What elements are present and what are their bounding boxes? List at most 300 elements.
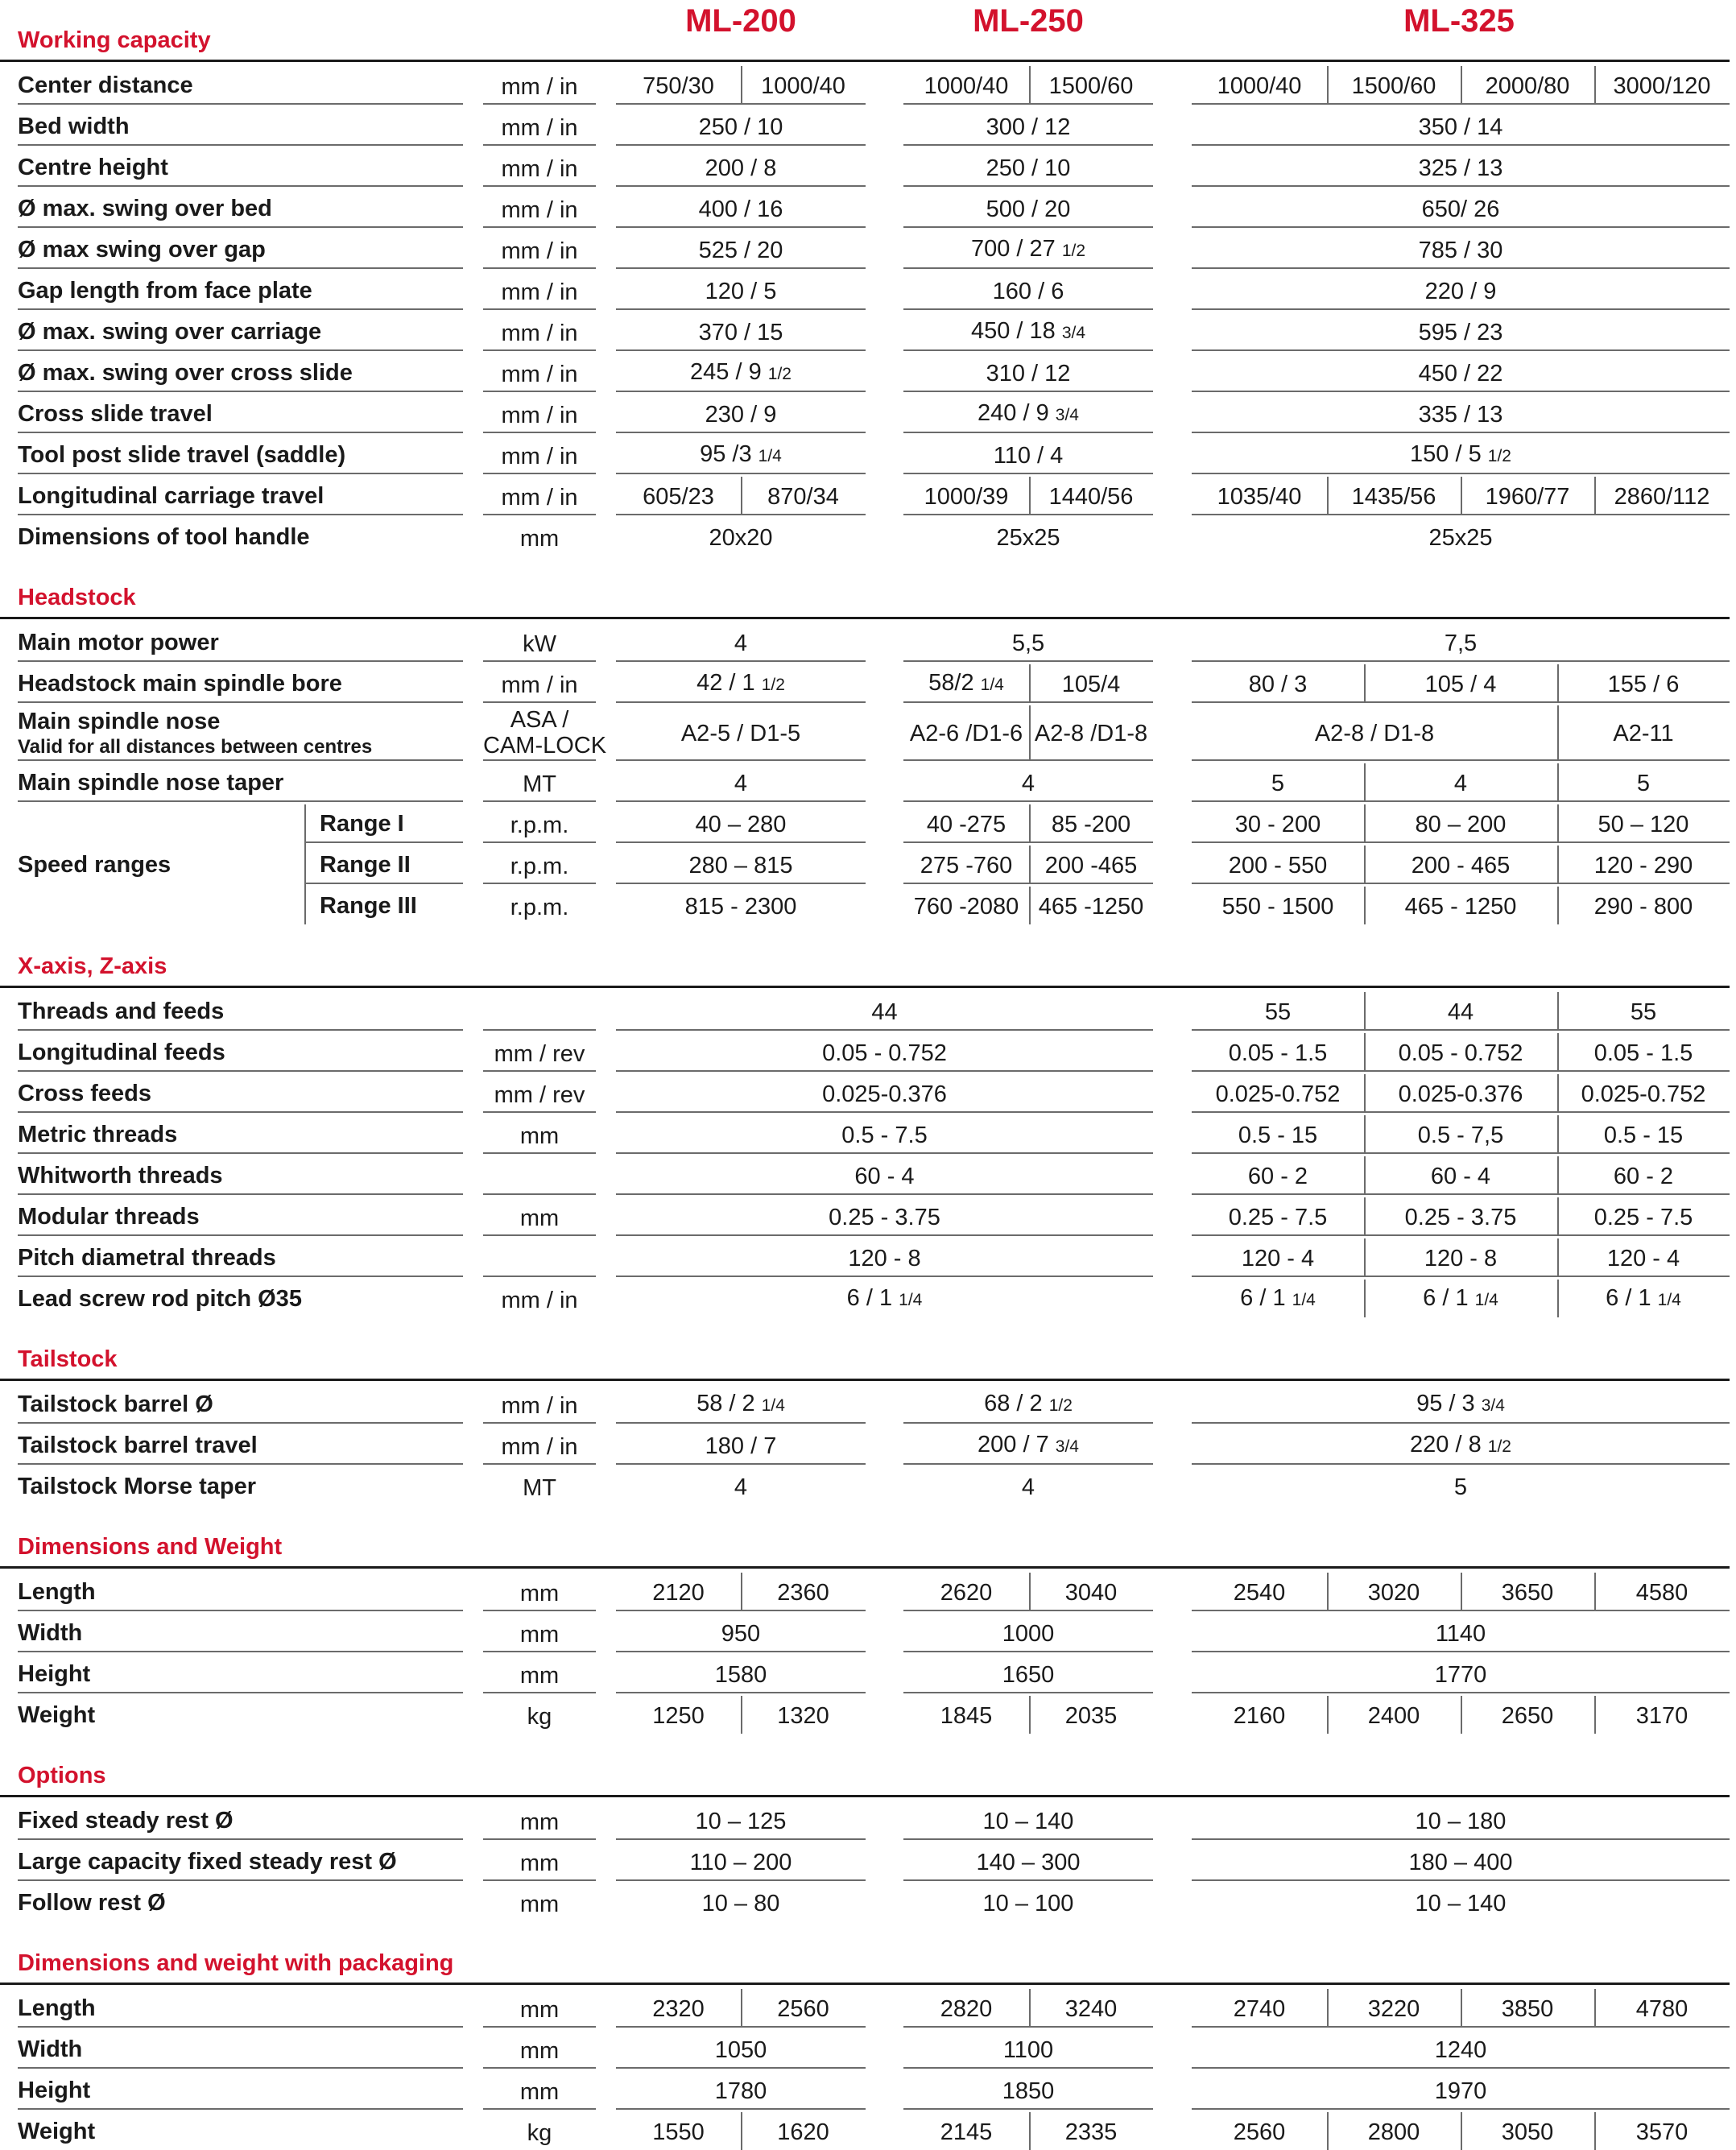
table-cell: 0.05 - 1.5 [1593, 1040, 1693, 1066]
row-divider [903, 1422, 1153, 1424]
row-divider [18, 514, 463, 515]
table-cell: 1000/40 [761, 72, 845, 99]
row-divider [903, 1610, 1153, 1611]
row-divider [306, 841, 463, 843]
cell-divider [1557, 1033, 1559, 1071]
row-divider [1192, 1111, 1730, 1113]
cell-divider [1594, 1989, 1596, 2027]
table-cell: 2360 [777, 1579, 829, 1606]
row-divider [1192, 185, 1730, 187]
table-cell: 2145 [940, 2119, 993, 2145]
row-divider [1192, 514, 1730, 515]
row-unit: MT [523, 1475, 556, 1501]
row-unit: kW [523, 631, 556, 657]
row-label: Headstock main spindle bore [18, 671, 342, 697]
row-divider [483, 432, 596, 433]
row-unit: mm / in [501, 115, 578, 141]
row-divider [1192, 1070, 1730, 1072]
row-label: Width [18, 2036, 83, 2062]
table-cell: 250 / 10 [698, 114, 783, 140]
cell-divider [1029, 1573, 1031, 1610]
row-divider [903, 800, 1153, 802]
table-cell: 310 / 12 [986, 360, 1071, 387]
table-cell: 10 – 125 [695, 1808, 787, 1834]
cell-divider [1557, 1074, 1559, 1112]
row-label: Whitworth threads [18, 1163, 223, 1189]
cell-divider [1327, 2112, 1329, 2150]
row-divider [483, 1193, 596, 1195]
section-divider [0, 986, 1730, 988]
table-cell: 10 – 140 [982, 1808, 1074, 1834]
cell-divider [1461, 477, 1462, 515]
table-cell: 1620 [777, 2119, 829, 2145]
row-label: Longitudinal feeds [18, 1040, 225, 1065]
cell-divider [1594, 66, 1596, 104]
row-label: Center distance [18, 72, 193, 98]
row-divider [616, 1879, 866, 1881]
table-cell: 1240 [1434, 2036, 1487, 2063]
row-unit: r.p.m. [510, 895, 569, 920]
row-divider [18, 1070, 463, 1072]
row-divider [903, 1879, 1153, 1881]
table-cell: 3850 [1501, 1995, 1554, 2022]
cell-divider [741, 1696, 742, 1734]
table-cell: 1650 [1002, 1661, 1055, 1688]
table-cell: 58 / 2 1/4 [696, 1391, 785, 1416]
table-cell: 4 [734, 1474, 748, 1500]
row-divider [18, 1838, 463, 1840]
row-divider [1192, 1838, 1730, 1840]
table-cell: 290 - 800 [1593, 893, 1693, 920]
row-unit: mm / in [501, 1288, 578, 1313]
row-label: Length [18, 1579, 96, 1605]
cell-divider [1594, 1696, 1596, 1734]
table-cell: 1320 [777, 1702, 829, 1729]
row-divider [1192, 1610, 1730, 1611]
row-divider [1192, 1193, 1730, 1195]
row-unit: mm [519, 1622, 560, 1648]
table-cell: 120 - 8 [848, 1245, 921, 1271]
row-divider [616, 2108, 866, 2110]
row-unit: mm / in [501, 485, 578, 511]
table-cell: 0.05 - 0.752 [822, 1040, 947, 1066]
row-divider [616, 883, 866, 884]
row-divider [18, 1193, 463, 1195]
cell-divider [1557, 763, 1559, 801]
row-label: Modular threads [18, 1204, 200, 1230]
cell-divider [741, 1573, 742, 1610]
table-cell: 2740 [1233, 1995, 1286, 2022]
cell-divider [741, 477, 742, 515]
table-cell: 7,5 [1444, 630, 1478, 656]
row-divider [616, 185, 866, 187]
table-cell: 3170 [1635, 1702, 1688, 1729]
row-divider [18, 267, 463, 269]
row-label: Main motor power [18, 630, 219, 655]
table-cell: 870/34 [767, 483, 839, 510]
row-divider [903, 1463, 1153, 1465]
table-cell: 95 / 3 3/4 [1416, 1391, 1505, 1416]
table-cell: 500 / 20 [986, 196, 1071, 222]
row-unit: ASA / CAM-LOCK [483, 707, 607, 759]
cell-divider [1557, 804, 1559, 842]
row-divider [1192, 1276, 1730, 1277]
row-label: Weight [18, 2119, 96, 2144]
row-label: Tailstock barrel Ø [18, 1391, 213, 1417]
table-cell: 0.05 - 1.5 [1228, 1040, 1328, 1066]
table-cell: 605/23 [643, 483, 714, 510]
row-divider [903, 1692, 1153, 1693]
table-cell: 1140 [1435, 1620, 1486, 1647]
table-cell: 120 - 8 [1424, 1245, 1498, 1271]
row-label: Main spindle nose taper [18, 770, 284, 796]
table-cell: 0.25 - 7.5 [1228, 1204, 1328, 1230]
row-divider [483, 308, 596, 310]
row-divider [483, 701, 596, 703]
row-divider [616, 1838, 866, 1840]
table-cell: A2-6 / D1-6 [909, 721, 1023, 746]
table-cell: 44 [871, 999, 898, 1025]
table-cell: 25x25 [996, 524, 1060, 551]
table-cell: 68 / 2 1/2 [984, 1391, 1073, 1416]
row-label: Threads and feeds [18, 999, 225, 1024]
row-divider [903, 391, 1153, 392]
row-divider [1192, 473, 1730, 474]
table-cell: 120 - 4 [1241, 1245, 1315, 1271]
row-divider [1192, 1463, 1730, 1465]
row-divider [903, 103, 1153, 105]
row-divider [903, 349, 1153, 351]
row-label: Ø max. swing over cross slide [18, 360, 353, 386]
table-cell: 220 / 8 1/2 [1410, 1432, 1511, 1457]
table-cell: 95 /3 1/4 [700, 441, 782, 467]
table-cell: 10 – 80 [701, 1890, 780, 1916]
row-divider [18, 2067, 463, 2069]
cell-divider [1029, 1696, 1031, 1734]
table-cell: 60 - 4 [1430, 1163, 1491, 1189]
row-divider [1192, 759, 1730, 761]
section-divider [0, 60, 1730, 62]
row-divider [483, 1029, 596, 1031]
row-label: Follow rest Ø [18, 1890, 166, 1916]
table-cell: 180 / 7 [705, 1433, 777, 1459]
row-label: Ø max. swing over carriage [18, 319, 322, 345]
cell-divider [1557, 705, 1559, 760]
table-cell: 1550 [652, 2119, 705, 2145]
row-divider [18, 759, 463, 761]
table-cell: 0.25 - 3.75 [829, 1204, 940, 1230]
table-cell: 0.025-0.752 [1215, 1081, 1341, 1107]
row-divider [18, 1029, 463, 1031]
row-divider [483, 514, 596, 515]
table-cell: 60 - 2 [1247, 1163, 1308, 1189]
row-unit: mm [519, 526, 560, 552]
cell-divider [1557, 1238, 1559, 1276]
cell-divider [1029, 846, 1031, 883]
table-cell: 0.025-0.376 [822, 1081, 947, 1107]
row-divider [18, 432, 463, 433]
table-cell: 0.05 - 0.752 [1398, 1040, 1523, 1066]
table-cell: 2620 [940, 1579, 993, 1606]
row-unit: mm / in [501, 320, 578, 346]
table-cell: 750/30 [643, 72, 714, 99]
row-divider [616, 1422, 866, 1424]
table-cell: 85 -200 [1051, 811, 1131, 837]
table-cell: 240 / 9 3/4 [978, 400, 1079, 426]
row-divider [1192, 2108, 1730, 2110]
section-title: Tailstock [18, 1346, 118, 1372]
row-divider [616, 144, 866, 146]
row-unit: r.p.m. [510, 854, 569, 879]
cell-divider [1029, 2112, 1031, 2150]
table-cell: 80 / 3 [1248, 671, 1308, 697]
cell-divider [1461, 1989, 1462, 2027]
table-cell: 2820 [940, 1995, 993, 2022]
row-divider [483, 883, 596, 884]
table-cell: 1250 [652, 1702, 705, 1729]
row-divider [483, 144, 596, 146]
row-divider [616, 1152, 1153, 1154]
speed-range-label: Range III [320, 893, 417, 919]
row-divider [306, 883, 463, 884]
section-divider [0, 617, 1730, 619]
table-cell: 55 [1630, 999, 1657, 1025]
cell-divider [1557, 664, 1559, 702]
row-divider [483, 1111, 596, 1113]
row-divider [616, 701, 866, 703]
section-divider [0, 1795, 1730, 1797]
section-title: Headstock [18, 585, 136, 610]
table-cell: 1850 [1002, 2078, 1055, 2104]
section-divider [0, 1379, 1730, 1381]
row-divider [18, 185, 463, 187]
table-cell: 4580 [1635, 1579, 1688, 1606]
row-label: Main spindle nose [18, 709, 221, 734]
table-cell: 1960/77 [1485, 483, 1570, 510]
row-divider [483, 759, 596, 761]
row-divider [483, 1070, 596, 1072]
cell-divider [741, 1989, 742, 2027]
row-divider [483, 1838, 596, 1840]
row-divider [1192, 103, 1730, 105]
row-divider [1192, 841, 1730, 843]
row-divider [18, 660, 463, 662]
cell-divider [1594, 1573, 1596, 1610]
table-cell: 200 - 550 [1228, 852, 1328, 879]
row-label: Large capacity fixed steady rest Ø [18, 1849, 397, 1875]
table-cell: 80 – 200 [1415, 811, 1507, 837]
table-cell: 300 / 12 [986, 114, 1071, 140]
section-title: Dimensions and Weight [18, 1534, 283, 1560]
row-divider [616, 1651, 866, 1652]
row-divider [616, 267, 866, 269]
table-cell: 950 [721, 1620, 761, 1647]
table-cell: 1000/40 [924, 72, 1009, 99]
row-sublabel: Valid for all distances between centres [18, 736, 373, 758]
row-unit: mm [519, 1809, 560, 1835]
row-unit: mm / in [501, 1393, 578, 1419]
table-cell: 2160 [1233, 1702, 1286, 1729]
table-cell: 3570 [1635, 2119, 1688, 2145]
table-cell: 1035/40 [1217, 483, 1302, 510]
table-cell: 44 [1447, 999, 1474, 1025]
table-cell: 200 / 7 3/4 [978, 1432, 1079, 1457]
table-cell: 2860/112 [1614, 483, 1710, 510]
cell-divider [1327, 1573, 1329, 1610]
row-divider [1192, 349, 1730, 351]
table-cell: 140 – 300 [976, 1849, 1081, 1875]
row-label: Height [18, 1661, 91, 1687]
table-cell: 465 -1250 [1038, 893, 1144, 920]
table-cell: 200 - 465 [1411, 852, 1511, 879]
table-cell: 6 / 1 1/4 [1240, 1285, 1316, 1311]
cell-divider [1364, 1197, 1366, 1235]
row-label: Longitudinal carriage travel [18, 483, 324, 509]
speed-range-label: Range I [320, 811, 404, 837]
row-divider [616, 1692, 866, 1693]
row-divider [18, 1879, 463, 1881]
table-cell: A2-5 / D1-5 [680, 721, 801, 746]
row-unit: mm [519, 1205, 560, 1231]
row-divider [903, 2067, 1153, 2069]
cell-divider [1364, 1074, 1366, 1112]
row-divider [616, 1463, 866, 1465]
table-cell: 20x20 [709, 524, 773, 551]
row-divider [1192, 660, 1730, 662]
row-divider [483, 473, 596, 474]
table-cell: 1440/56 [1048, 483, 1134, 510]
cell-divider [1557, 846, 1559, 883]
row-label: Centre height [18, 155, 168, 180]
row-unit: mm / in [501, 279, 578, 305]
row-unit: mm [519, 1123, 560, 1149]
table-cell: 5 [1636, 770, 1651, 796]
cell-divider [1029, 887, 1031, 924]
table-cell: 465 - 1250 [1404, 893, 1517, 920]
row-divider [903, 308, 1153, 310]
cell-divider [1557, 1156, 1559, 1194]
table-cell: 120 - 4 [1606, 1245, 1680, 1271]
section-title: Options [18, 1763, 106, 1788]
row-divider [1192, 1422, 1730, 1424]
row-divider [483, 2026, 596, 2028]
row-divider [1192, 226, 1730, 228]
row-unit: mm / in [501, 444, 578, 469]
row-divider [616, 514, 866, 515]
row-label: Bed width [18, 114, 130, 139]
row-divider [616, 432, 866, 433]
row-divider [18, 1234, 463, 1236]
row-divider [903, 432, 1153, 433]
cell-divider [1327, 1696, 1329, 1734]
table-cell: 280 – 815 [688, 852, 793, 879]
row-label: Tailstock barrel travel [18, 1433, 258, 1458]
row-unit: mm [519, 1581, 560, 1606]
row-divider [903, 883, 1153, 884]
row-divider [1192, 2026, 1730, 2028]
row-unit: mm / in [501, 672, 578, 698]
row-divider [18, 1422, 463, 1424]
table-cell: 25x25 [1428, 524, 1493, 551]
table-cell: 1780 [714, 2078, 767, 2104]
row-label: Tool post slide travel (saddle) [18, 442, 346, 468]
row-divider [1192, 391, 1730, 392]
table-cell: 60 - 2 [1613, 1163, 1674, 1189]
cell-divider [1364, 804, 1366, 842]
row-unit: mm [519, 2079, 560, 2105]
row-unit: mm / in [501, 74, 578, 100]
cell-divider [1557, 887, 1559, 924]
table-cell: 230 / 9 [705, 401, 777, 428]
row-divider [903, 226, 1153, 228]
table-cell: 370 / 15 [698, 319, 783, 345]
cell-divider [1029, 664, 1031, 702]
row-divider [1192, 1651, 1730, 1652]
row-divider [18, 701, 463, 703]
row-label: Speed ranges [18, 852, 172, 878]
row-divider [1192, 1234, 1730, 1236]
table-cell: 1000/40 [1217, 72, 1302, 99]
table-cell: A2-8 / D1-8 [1314, 721, 1435, 746]
table-cell: 2650 [1501, 1702, 1554, 1729]
table-cell: 4 [734, 770, 748, 796]
row-label: Metric threads [18, 1122, 178, 1147]
table-cell: 30 - 200 [1234, 811, 1321, 837]
row-divider [903, 1838, 1153, 1840]
row-divider [483, 1463, 596, 1465]
cell-divider [1029, 1989, 1031, 2027]
row-label: Fixed steady rest Ø [18, 1808, 234, 1834]
row-divider [903, 660, 1153, 662]
table-cell: 3240 [1064, 1995, 1118, 2022]
table-cell: 4 [1453, 770, 1468, 796]
row-divider [1192, 308, 1730, 310]
table-cell: 2035 [1064, 1702, 1118, 1729]
table-cell: 180 – 400 [1408, 1849, 1513, 1875]
table-cell: 2120 [652, 1579, 705, 1606]
row-label: Dimensions of tool handle [18, 524, 310, 550]
row-unit: MT [523, 771, 556, 797]
table-cell: 4 [734, 630, 748, 656]
table-cell: A2-11 [1613, 721, 1674, 746]
row-divider [1192, 2067, 1730, 2069]
table-cell: 42 / 1 1/2 [696, 670, 785, 696]
model-header-ml-200: ML-200 [685, 3, 796, 39]
row-divider [616, 2067, 866, 2069]
table-cell: 6 / 1 1/4 [1606, 1285, 1681, 1311]
table-cell: 40 -275 [926, 811, 1006, 837]
row-unit: mm [519, 1892, 560, 1917]
row-divider [18, 473, 463, 474]
table-cell: 110 – 200 [689, 1849, 792, 1875]
table-cell: 150 / 5 1/2 [1410, 441, 1511, 467]
table-cell: 2320 [652, 1995, 705, 2022]
cell-divider [1594, 477, 1596, 515]
row-divider [18, 1152, 463, 1154]
table-cell: 2560 [777, 1995, 829, 2022]
row-label: Cross slide travel [18, 401, 213, 427]
table-cell: 525 / 20 [698, 237, 783, 263]
row-divider [483, 1651, 596, 1652]
table-cell: 5 [1271, 770, 1285, 796]
row-divider [903, 841, 1153, 843]
cell-divider [1557, 1280, 1559, 1317]
cell-divider [1557, 1197, 1559, 1235]
section-title: Working capacity [18, 27, 211, 53]
table-cell: 10 – 140 [1415, 1890, 1507, 1916]
row-divider [616, 349, 866, 351]
table-cell: 155 / 6 [1607, 671, 1680, 697]
